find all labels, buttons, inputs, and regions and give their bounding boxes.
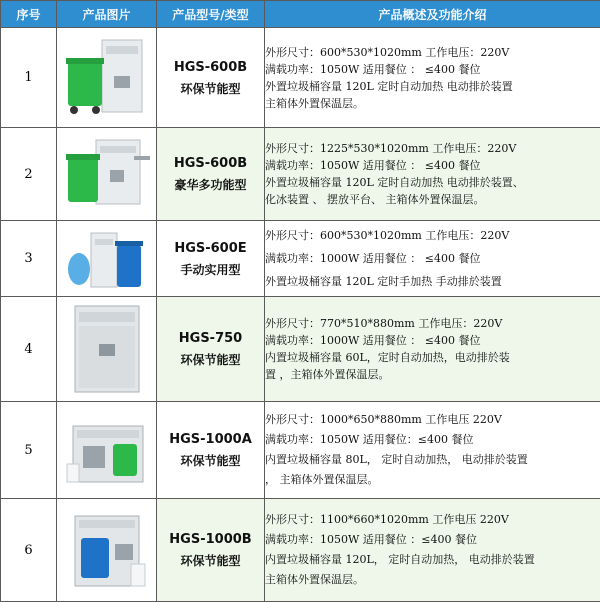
product-description: 外形尺寸：1225*530*1020mm 工作电压：220V 满载功率：1050W 适用餐位 ： ≤400 餐位 外置垃圾桶容量 120L 定时自动加热 电动排於装置、 化冰装置 、 摆放平台、 主箱体外置保温层。 [265, 128, 600, 221]
product-description: 外形尺寸：600*530*1020mm 工作电压：220V 满载功率：1050W 适用餐位 ： ≤400 餐位 外置垃圾桶容量 120L 定时自动加热 电动排於装置 主箱体外置保温层。 [265, 28, 600, 128]
header-model: 产品型号/类型 [157, 1, 265, 28]
table-header-row [1, 1, 600, 28]
machine-with-internal-blue-bin-icon [65, 508, 149, 592]
table-row [1, 128, 600, 221]
table-row [1, 28, 600, 128]
header-idx: 序号 [1, 1, 57, 28]
model-type: 手动实用型 [157, 260, 264, 280]
model-code: HGS-1000A [157, 429, 264, 451]
header-pic: 产品图片 [57, 1, 157, 28]
model-type: 环保节能型 [157, 79, 264, 99]
product-image [57, 297, 157, 402]
product-image [57, 28, 157, 128]
model-type: 豪华多功能型 [157, 175, 264, 195]
table-row [1, 402, 600, 499]
model-code: HGS-600B [157, 153, 264, 175]
machine-with-internal-green-bin-icon [65, 412, 149, 488]
model-type: 环保节能型 [157, 451, 264, 471]
row-index: 6 [1, 499, 57, 602]
product-description: 外形尺寸：770*510*880mm 工作电压：220V 满载功率：1000W 适用餐位 ： ≤400 餐位 内置垃圾桶容量 60L，定时自动加热，电动排於装 置 ，主箱体外置保温层。 [265, 297, 600, 402]
product-image [57, 128, 157, 221]
product-description: 外形尺寸：1000*650*880mm 工作电压 220V 满载功率：1050W 适用餐位：≤400 餐位 内置垃圾桶容量 80L， 定时自动加热， 电动排於装置 ， 主箱体外置保温层。 [265, 402, 600, 499]
model-code: HGS-600B [157, 57, 264, 79]
model-code: HGS-750 [157, 328, 264, 350]
table-row [1, 499, 600, 602]
product-image [57, 402, 157, 499]
row-index: 1 [1, 28, 57, 128]
manual-machine-with-blue-bin-icon [65, 225, 149, 293]
model-type: 环保节能型 [157, 350, 264, 370]
model-code: HGS-1000B [157, 529, 264, 551]
row-index: 2 [1, 128, 57, 221]
compact-cabinet-machine-icon [69, 302, 145, 396]
product-image [57, 221, 157, 297]
table-row [1, 297, 600, 402]
row-index: 4 [1, 297, 57, 402]
deluxe-machine-with-green-bin-icon [62, 134, 152, 214]
machine-with-green-bin-icon [62, 36, 152, 120]
product-description: 外形尺寸：600*530*1020mm 工作电压：220V 满载功率：1000W 适用餐位 ： ≤400 餐位 外置垃圾桶容量 120L 定时手加热 手动排於装置 [265, 221, 600, 297]
row-index: 3 [1, 221, 57, 297]
product-description: 外形尺寸：1100*660*1020mm 工作电压 220V 满载功率：1050W 适用餐位 ：≤400 餐位 内置垃圾桶容量 120L， 定时自动加热， 电动排於装置 主箱体外置保温层。 [265, 499, 600, 602]
header-desc: 产品概述及功能介绍 [265, 1, 600, 28]
table-row [1, 221, 600, 297]
product-image [57, 499, 157, 602]
model-type: 环保节能型 [157, 551, 264, 571]
row-index: 5 [1, 402, 57, 499]
model-code: HGS-600E [157, 238, 264, 260]
